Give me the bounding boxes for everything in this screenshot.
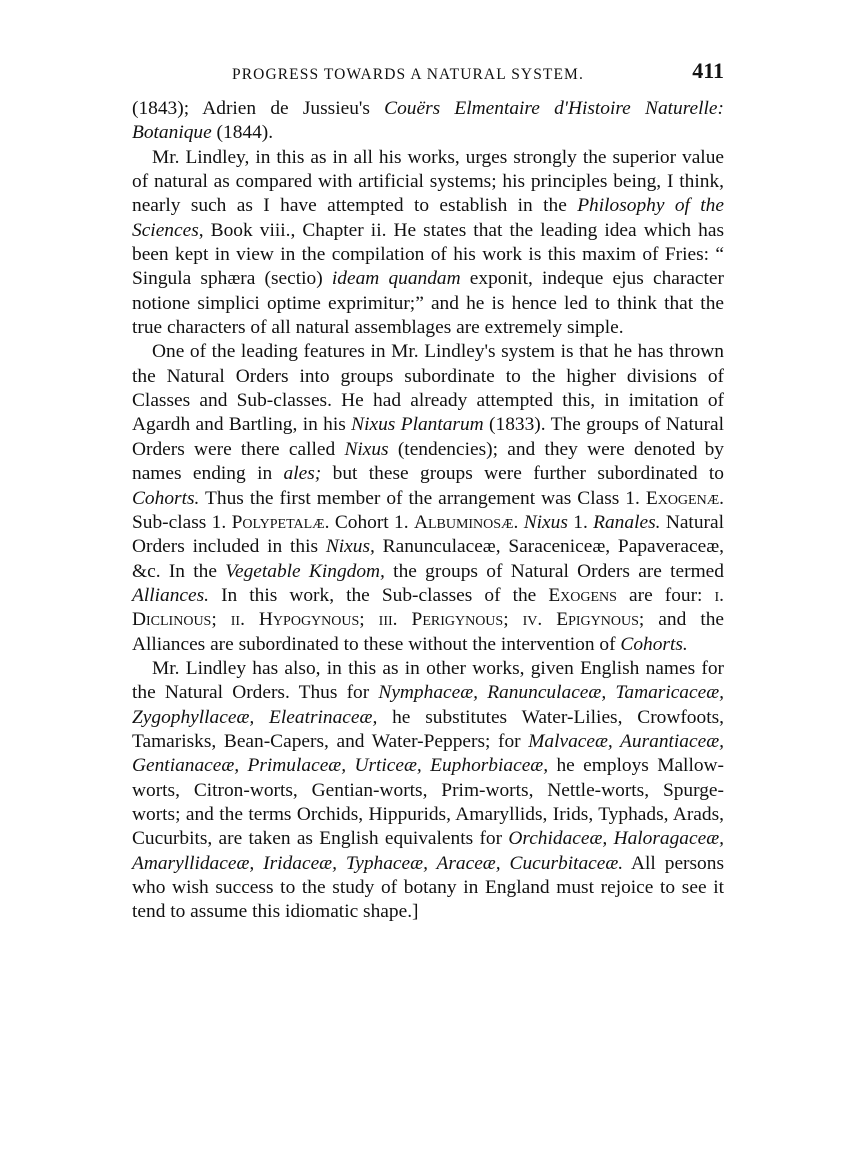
text-span: 1.	[567, 511, 594, 533]
text-span: the groups of Natural Orders are termed	[384, 560, 724, 582]
book-title: Nixus Plantarum	[351, 414, 484, 436]
latin-names: Malvaceæ, Aurantiaceæ, Gentianaceæ, Primulaceæ, Urticeæ, Euphorbiaceæ,	[132, 730, 724, 777]
text-span: In this work, the Sub-classes of the	[209, 584, 549, 606]
paragraph-4	[132, 657, 724, 925]
small-caps-term: i. Diclinous; ii. Hypogynous; iii. Perigynous; iv. Epigynous;	[132, 584, 724, 631]
text-span: Mr. Lindley, in this as in all his works, urges strongly the superior value of natural as compared with artificial systems; his principles being, I think, nearly such as I have attempted to establish in the	[132, 146, 724, 217]
text-span: Sub-class 1.	[132, 511, 232, 533]
paragraph-2	[132, 146, 724, 341]
small-caps-term: Exogens	[548, 584, 617, 606]
italic-term: Nixus	[344, 438, 389, 460]
italic-term: Cohorts.	[132, 487, 200, 509]
italic-term: Nixus,	[325, 536, 375, 558]
text-span: (1844).	[211, 122, 274, 144]
italic-term: Cohorts.	[620, 633, 688, 655]
italic-term: Nixus	[523, 511, 568, 533]
text-span: (tendencies); and they were denoted by names ending in	[132, 438, 724, 485]
page-number: 411	[692, 58, 724, 83]
text-span: (1833). The groups of Natural Orders were there called	[132, 414, 724, 460]
text-span: One of the leading features in Mr. Lindley's system is that he has thrown the Natural Orders into groups subordinate to the higher divisions of Classes and Sub-classes. He had already attempted this, in imitation of Agardh and Bartling, in his	[132, 341, 724, 436]
latin-phrase: ideam quandam	[331, 268, 461, 290]
text-span: are four:	[616, 584, 715, 606]
text-span: Mr. Lindley has also, in this as in other works, given English names for the Natural Orders. Thus for	[132, 657, 724, 704]
paragraph-3	[132, 340, 724, 656]
book-title: Vegetable Kingdom,	[225, 560, 385, 582]
book-title: Couërs Elmentaire d'Histoire Naturelle: Botanique	[132, 98, 724, 144]
small-caps-term: Exogenæ.	[645, 487, 724, 509]
text-span: Thus the first member of the arrangement was Class 1.	[199, 487, 646, 509]
text-span: All persons who wish success to the study of botany in England must rejoice to see it tend to assume this idiomatic shape.]	[132, 852, 724, 923]
text-span: Natural Orders included in this	[132, 511, 724, 558]
paragraph-1	[132, 97, 724, 146]
text-span: Ranunculaceæ, Saraceniceæ, Papaveraceæ, &c. In the	[132, 536, 724, 582]
page-header	[132, 58, 724, 90]
small-caps-term: Polypetalæ.	[231, 511, 330, 533]
text-span: he employs Mallow-worts, Citron-worts, Gentian-worts, Prim-worts, Nettle-worts, Spurge-worts; and the terms Orchids, Hippurids, Amaryllids, Irids, Typhads, Arads, Cucurbits, are taken as English equivalents for	[132, 755, 724, 850]
italic-term: ales;	[283, 463, 322, 485]
text-span: (1843); Adrien de Jussieu's	[132, 98, 385, 119]
text-span: but these groups were further subordinated to	[321, 463, 724, 485]
book-title: Philosophy of the Sciences	[132, 195, 724, 241]
text-span: and the Alliances are subordinated to these without the intervention of	[132, 609, 725, 655]
italic-term: Ranales.	[593, 511, 661, 533]
latin-names: Nymphaceæ, Ranunculaceæ, Tamaricaceæ, Zygophyllaceæ, Eleatrinaceæ,	[132, 682, 725, 728]
running-head: PROGRESS TOWARDS A NATURAL SYSTEM.	[232, 66, 584, 83]
italic-term: Alliances.	[132, 584, 210, 606]
text-span: Cohort 1.	[329, 511, 414, 533]
text-span: exponit, indeque ejus character notione simplici optime exprimitur;” and he is hence led to think that the true characters of all natural assemblages are extremely simple.	[132, 268, 724, 339]
latin-names: Orchidaceæ, Haloragaceæ, Amaryllidaceæ, Iridaceæ, Typhaceæ, Araceæ, Cucurbitaceæ.	[132, 828, 724, 874]
text-span: he substitutes Water-Lilies, Crowfoots, Tamarisks, Bean-Capers, and Water-Peppers; for	[132, 706, 724, 752]
small-caps-term: Albuminosæ.	[413, 511, 519, 533]
text-span: , Book viii., Chapter ii. He states that the leading idea which has been kept in view in the compilation of his work is this maxim of Fries: “ Singula sphæra (sectio)	[132, 219, 724, 290]
body-text	[132, 97, 724, 925]
